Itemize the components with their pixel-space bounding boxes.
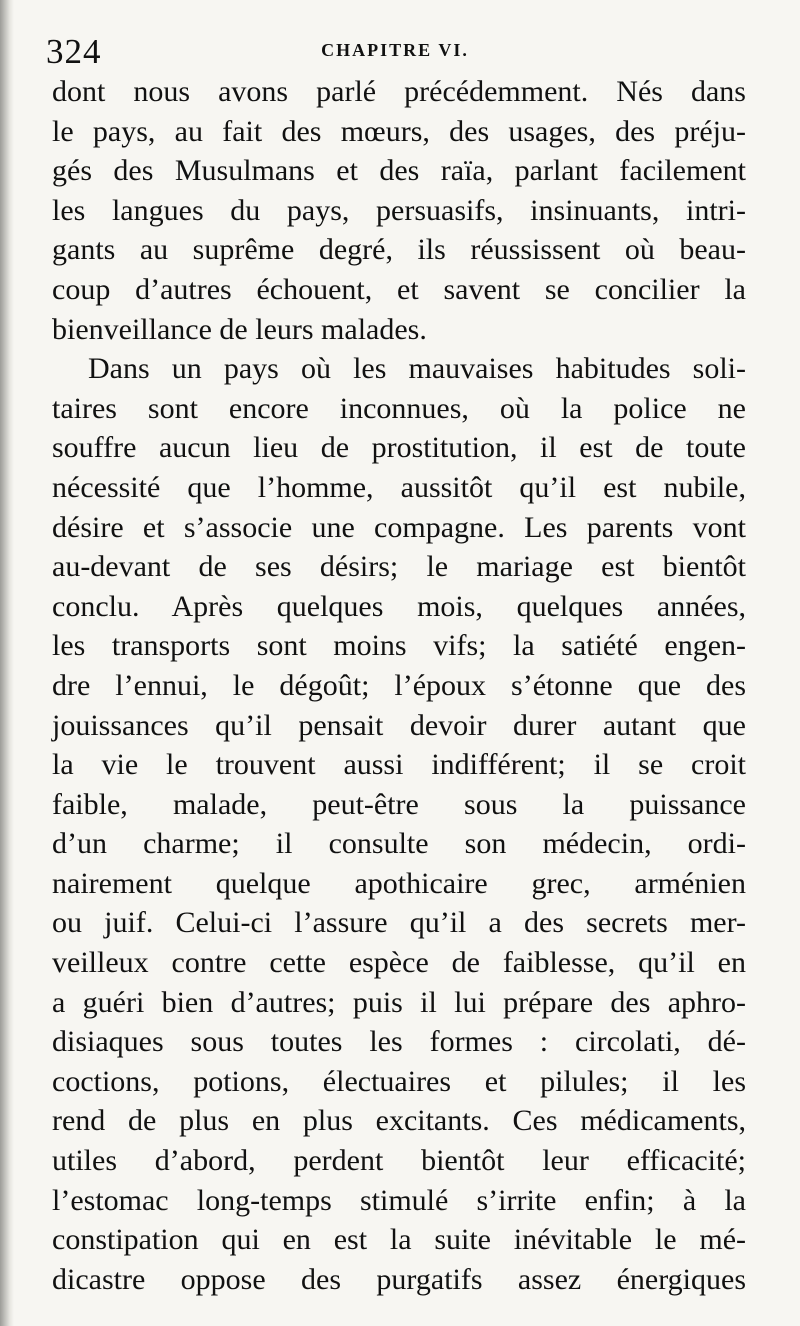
text-line: coup d’autres échouent, et savent se concilier la (52, 272, 746, 306)
text-line: a guéri bien d’autres; puis il lui prépare des aphro- (52, 985, 746, 1019)
text-line: nécessité que l’homme, aussitôt qu’il est nubile, (52, 470, 746, 504)
text-line: faible, malade, peut-être sous la puissance (52, 787, 746, 821)
text-line: constipation qui en est la suite inévitable le mé- (52, 1223, 746, 1257)
text-line: veilleux contre cette espèce de faiblesse, qu’il en (52, 946, 746, 980)
text-line: dre l’ennui, le dégoût; l’époux s’étonne que des (52, 668, 746, 702)
text-line: jouissances qu’il pensait devoir durer autant que (52, 708, 746, 742)
text-line: rend de plus en plus excitants. Ces médicaments, (52, 1104, 746, 1138)
text-line: dicastre oppose des purgatifs assez énergiques (52, 1262, 746, 1296)
text-line: les transports sont moins vifs; la satiété engen- (52, 629, 746, 663)
text-line: taires sont encore inconnues, où la police ne (52, 391, 746, 425)
text-line: coctions, potions, électuaires et pilules; il les (52, 1064, 746, 1098)
paragraph-start-line: Dans un pays où les mauvaises habitudes soli- (88, 352, 746, 386)
text-line: désire et s’associe une compagne. Les parents vont (52, 510, 746, 544)
text-line: les langues du pays, persuasifs, insinuants, intri- (52, 193, 746, 227)
text-line: nairement quelque apothicaire grec, arménien (52, 866, 746, 900)
text-line: le pays, au fait des mœurs, des usages, des préju- (52, 114, 746, 148)
text-line: la vie le trouvent aussi indifférent; il se croit (52, 748, 746, 782)
text-line: utiles d’abord, perdent bientôt leur efficacité; (52, 1144, 746, 1178)
paragraph-end-line: bienveillance de leurs malades. (52, 312, 427, 346)
text-line: l’estomac long-temps stimulé s’irrite enfin; à la (52, 1183, 746, 1217)
text-line: conclu. Après quelques mois, quelques années, (52, 589, 746, 623)
text-line: gés des Musulmans et des raïa, parlant facilement (52, 154, 746, 188)
text-line: d’un charme; il consulte son médecin, ordi- (52, 827, 746, 861)
text-line: gants au suprême degré, ils réussissent où beau- (52, 233, 746, 267)
body-text (52, 72, 746, 1299)
page-number: 324 (46, 32, 102, 71)
text-line: dont nous avons parlé précédemment. Nés dans (52, 75, 746, 108)
text-line: au-devant de ses désirs; le mariage est bientôt (52, 550, 746, 584)
text-line: souffre aucun lieu de prostitution, il est de toute (52, 431, 746, 465)
running-title: CHAPITRE VI. (321, 40, 469, 60)
text-line: disiaques sous toutes les formes : circolati, dé- (52, 1025, 746, 1059)
text-line: ou juif. Celui-ci l’assure qu’il a des secrets mer- (52, 906, 746, 940)
